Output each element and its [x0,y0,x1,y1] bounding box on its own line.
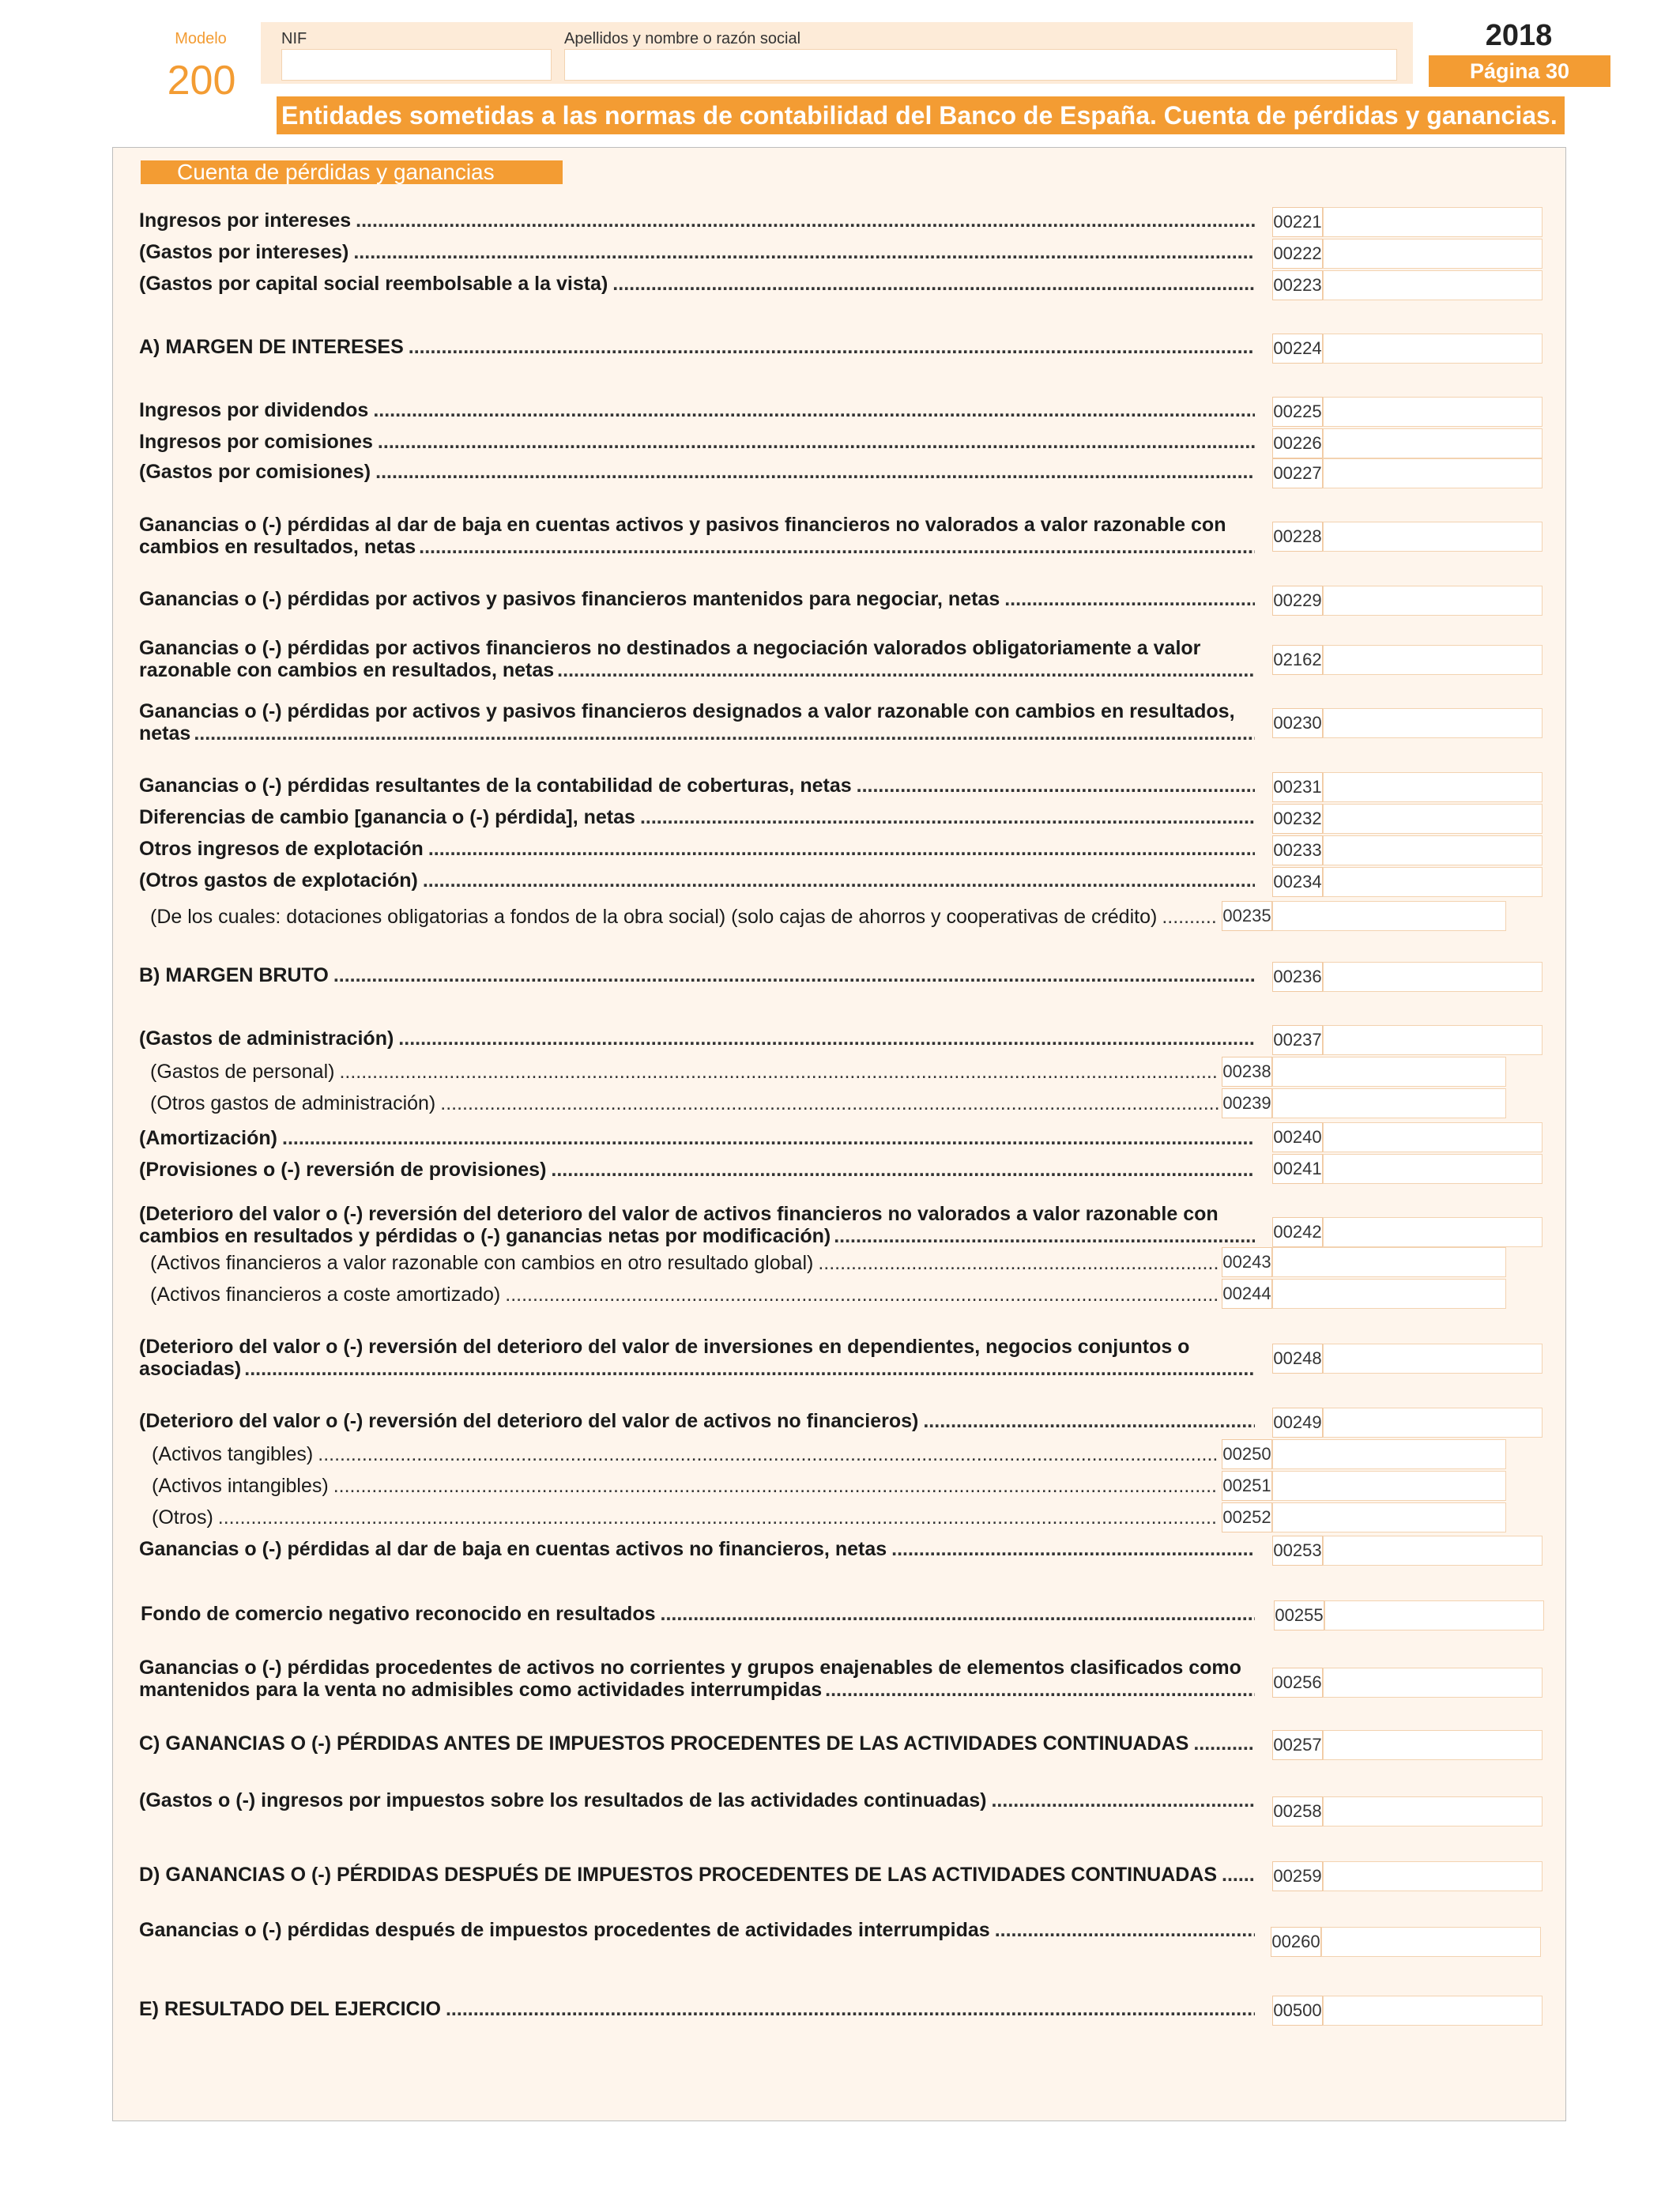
row-label: B) MARGEN BRUTO ..... [139,964,1255,986]
code-00236: 00236 [1272,962,1323,992]
value-00232[interactable] [1323,804,1543,834]
code-00235: 00235 [1222,901,1272,931]
code-00222: 00222 [1272,239,1323,269]
code-00221: 00221 [1272,207,1323,237]
value-00251[interactable] [1272,1471,1506,1501]
code-00239: 00239 [1222,1088,1272,1118]
value-00225[interactable] [1323,397,1543,427]
code-00240: 00240 [1272,1122,1323,1152]
value-00222[interactable] [1323,239,1543,269]
row-label: Ingresos por comisiones ..... [139,431,1255,453]
section-title: Cuenta de pérdidas y ganancias [141,160,563,184]
row-label: (De los cuales: dotaciones obligatorias a fondos de la obra social) (solo cajas de ahorros y cooperativas de crédito) ..... [150,906,1219,928]
row-label: Ingresos por dividendos ..... [139,399,1255,421]
code-00231: 00231 [1272,772,1323,802]
value-00240[interactable] [1323,1122,1543,1152]
row-label: Ingresos por intereses ..... [139,209,1255,232]
code-00243: 00243 [1222,1247,1272,1277]
row-label: (Gastos o (-) ingresos por impuestos sobre los resultados de las actividades continuadas) ..... [139,1789,1255,1811]
year: 2018 [1485,19,1553,52]
row-label: (Gastos por capital social reembolsable a la vista) ..... [139,273,1255,295]
value-00235[interactable] [1272,901,1506,931]
code-00228: 00228 [1272,522,1323,552]
value-00260[interactable] [1321,1927,1541,1957]
value-00253[interactable] [1323,1536,1543,1566]
code-00230: 00230 [1272,708,1323,738]
row-label: Ganancias o (-) pérdidas resultantes de la contabilidad de coberturas, netas ..... [139,775,1255,797]
code-00225: 00225 [1272,397,1323,427]
code-00255: 00255 [1274,1600,1324,1630]
value-00237[interactable] [1323,1025,1543,1055]
code-00224: 00224 [1272,334,1323,364]
code-00250: 00250 [1222,1439,1272,1469]
value-00255[interactable] [1324,1600,1544,1630]
row-label: Ganancias o (-) pérdidas por activos financieros no destinados a negociación valorados obligatoriamente a valor razonable con cambios en resultados, netas ..... [139,637,1255,681]
row-label: (Gastos por intereses) ..... [139,241,1255,263]
row-label: Ganancias o (-) pérdidas por activos y pasivos financieros mantenidos para negociar, netas ..... [139,588,1255,610]
modelo-label: Modelo [175,30,227,47]
code-00253: 00253 [1272,1536,1323,1566]
code-00257: 00257 [1272,1730,1323,1760]
value-00250[interactable] [1272,1439,1506,1469]
value-00223[interactable] [1323,270,1543,300]
value-00252[interactable] [1272,1502,1506,1532]
row-label: (Provisiones o (-) reversión de provisiones) ..... [139,1159,1255,1181]
row-label: (Deterioro del valor o (-) reversión del deterioro del valor de activos no financieros) ..... [139,1410,1255,1432]
name-field[interactable] [564,49,1397,81]
value-00243[interactable] [1272,1247,1506,1277]
row-label: (Otros) ..... [152,1506,1219,1529]
row-label: A) MARGEN DE INTERESES ..... [139,336,1255,358]
code-00238: 00238 [1222,1057,1272,1087]
row-label: Diferencias de cambio [ganancia o (-) pérdida], netas ..... [139,806,1255,828]
row-label: C) GANANCIAS O (-) PÉRDIDAS ANTES DE IMPUESTOS PROCEDENTES DE LAS ACTIVIDADES CONTINUADAS ..... [139,1732,1255,1755]
code-00233: 00233 [1272,835,1323,865]
page-number: Página 30 [1429,55,1610,87]
row-label: (Deterioro del valor o (-) reversión del deterioro del valor de activos financieros no valorados a valor razonable con cambios en resultados y pérdidas o (-) ganancias netas por modificación) ..... [139,1203,1271,1247]
code-00259: 00259 [1272,1861,1323,1891]
row-label: Fondo de comercio negativo reconocido en resultados ..... [141,1603,1255,1625]
row-label: Ganancias o (-) pérdidas después de impuestos procedentes de actividades interrumpidas ..... [139,1919,1255,1941]
nif-field[interactable] [281,49,552,81]
modelo-number: 200 [167,58,236,104]
value-00258[interactable] [1323,1796,1543,1826]
value-00248[interactable] [1323,1344,1543,1374]
row-label: (Activos financieros a coste amortizado) ..... [150,1284,1219,1306]
value-00231[interactable] [1323,772,1543,802]
value-00256[interactable] [1323,1668,1543,1698]
code-00258: 00258 [1272,1796,1323,1826]
row-label: D) GANANCIAS O (-) PÉRDIDAS DESPUÉS DE IMPUESTOS PROCEDENTES DE LAS ACTIVIDADES CONTINUADAS ..... [139,1864,1255,1886]
value-00236[interactable] [1323,962,1543,992]
value-00230[interactable] [1323,708,1543,738]
code-00242: 00242 [1272,1217,1323,1247]
header-id-box [261,22,1413,84]
code-00260: 00260 [1271,1927,1321,1957]
value-00221[interactable] [1323,207,1543,237]
code-00227: 00227 [1272,458,1323,488]
code-00232: 00232 [1272,804,1323,834]
code-00229: 00229 [1272,586,1323,616]
value-00238[interactable] [1272,1057,1506,1087]
row-label: (Amortización) ..... [139,1127,1255,1149]
row-label: (Gastos de administración) ..... [139,1027,1255,1050]
row-label: Ganancias o (-) pérdidas procedentes de activos no corrientes y grupos enajenables de elementos clasificados como mantenidos para la venta no admisibles como actividades interrumpidas ..... [139,1657,1255,1701]
code-00241: 00241 [1272,1154,1323,1184]
row-label: (Activos intangibles) ..... [152,1475,1219,1497]
value-00259[interactable] [1323,1861,1543,1891]
row-label: Ganancias o (-) pérdidas al dar de baja en cuentas activos y pasivos financieros no valorados a valor razonable con cambios en resultados, netas ..... [139,514,1255,558]
code-02162: 02162 [1272,645,1323,675]
row-label: (Deterioro del valor o (-) reversión del deterioro del valor de inversiones en dependientes, negocios conjuntos o asociadas) ..... [139,1336,1255,1380]
row-label: (Gastos por comisiones) ..... [139,461,1255,483]
code-00251: 00251 [1222,1471,1272,1501]
code-00234: 00234 [1272,867,1323,897]
code-00252: 00252 [1222,1502,1272,1532]
value-00229[interactable] [1323,586,1543,616]
row-label: Ganancias o (-) pérdidas al dar de baja en cuentas activos no financieros, netas ..... [139,1538,1255,1560]
row-label: (Gastos de personal) ..... [150,1061,1219,1083]
value-00242[interactable] [1323,1217,1543,1247]
code-00248: 00248 [1272,1344,1323,1374]
value-00500[interactable] [1323,1996,1543,2026]
code-00244: 00244 [1222,1279,1272,1309]
value-00241[interactable] [1323,1154,1543,1184]
value-00226[interactable] [1323,428,1543,458]
code-00237: 00237 [1272,1025,1323,1055]
row-label: Otros ingresos de explotación ..... [139,838,1255,860]
row-label: (Otros gastos de administración) ..... [150,1092,1219,1114]
code-00249: 00249 [1272,1408,1323,1438]
value-00234[interactable] [1323,867,1543,897]
code-00500: 00500 [1272,1996,1323,2026]
code-00226: 00226 [1272,428,1323,458]
row-label: Ganancias o (-) pérdidas por activos y pasivos financieros designados a valor razonable con cambios en resultados, netas ..... [139,700,1255,745]
row-label: (Activos tangibles) ..... [152,1443,1219,1465]
row-label: (Otros gastos de explotación) ..... [139,869,1255,892]
row-label: (Activos financieros a valor razonable con cambios en otro resultado global) ..... [150,1252,1219,1274]
value-00228[interactable] [1323,522,1543,552]
nif-label: NIF [281,30,307,47]
value-00249[interactable] [1323,1408,1543,1438]
value-02162[interactable] [1323,645,1543,675]
code-00256: 00256 [1272,1668,1323,1698]
row-label: E) RESULTADO DEL EJERCICIO ..... [139,1998,1255,2020]
name-label: Apellidos y nombre o razón social [564,30,801,47]
value-00224[interactable] [1323,334,1543,364]
page-title: Entidades sometidas a las normas de contabilidad del Banco de España. Cuenta de pérdidas y ganancias. [277,96,1565,134]
value-00257[interactable] [1323,1730,1543,1760]
value-00227[interactable] [1323,458,1543,488]
value-00244[interactable] [1272,1279,1506,1309]
code-00223: 00223 [1272,270,1323,300]
value-00233[interactable] [1323,835,1543,865]
value-00239[interactable] [1272,1088,1506,1118]
